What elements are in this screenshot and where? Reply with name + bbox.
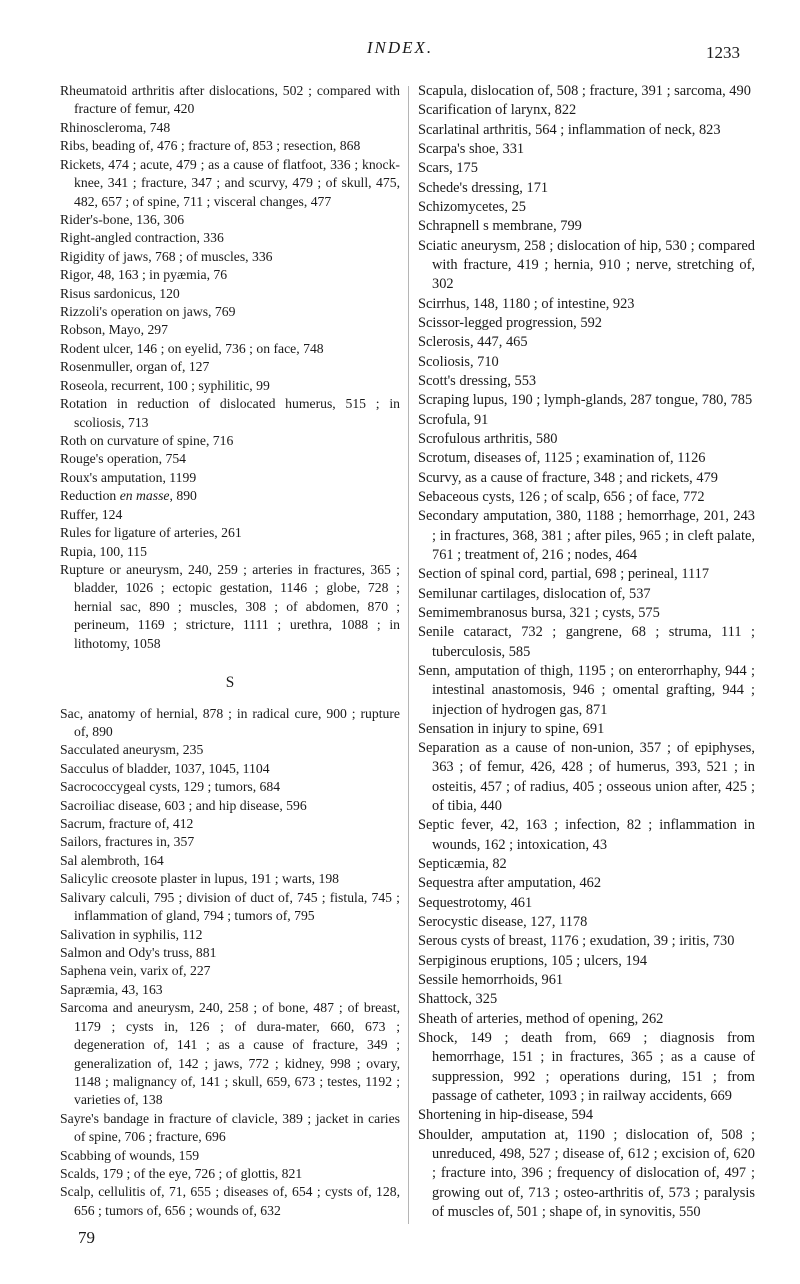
italic-phrase: en masse <box>119 488 170 504</box>
page-number: 1233 <box>706 43 740 62</box>
index-entry: Scalds, 179 ; of the eye, 726 ; of glottis, 821 <box>60 1166 303 1182</box>
index-entry: Scarlatinal arthritis, 564 ; inflammation of neck, 823 <box>418 121 721 138</box>
index-entry: Sequestrotomy, 461 <box>418 894 533 911</box>
index-entry: Rickets, 474 ; acute, 479 ; as a cause of flatfoot, 336 ; knock-knee, 341 ; fracture, 347 ; and scurvy, 479 ; of skull, 475, 482, 657 ; of spine, 711 ; visceral changes, 477 <box>60 156 400 209</box>
index-entry: Schizomycetes, 25 <box>418 198 526 215</box>
index-entry: Roth on curvature of spine, 716 <box>60 433 234 449</box>
index-entry: Scoliosis, 710 <box>418 353 499 370</box>
index-entry: Ruffer, 124 <box>60 506 123 522</box>
index-entry: Sciatic aneurysm, 258 ; dislocation of hip, 530 ; compared with fracture, 419 ; hernia, 910 ; nerve, stretching of, 302 <box>418 237 755 293</box>
index-entry: Septicæmia, 82 <box>418 856 507 873</box>
index-entry: Saphena vein, varix of, 227 <box>60 963 211 979</box>
index-entry: Sarcoma and aneurysm, 240, 258 ; of bone, 487 ; of breast, 1179 ; cysts in, 126 ; of dura-mater, 660, 673 ; degeneration of, 141 ; as a cause of fracture, 349 ; generalization of, 142 ; jaws, 772 ; kidney, 998 ; ovary, 1148 ; malignancy of, 141 ; skull, 659, 673 ; testes, 1192 ; varieties of, 138 <box>60 1000 400 1108</box>
index-entry: Scraping lupus, 190 ; lymph-glands, 287 tongue, 780, 785 <box>418 392 753 409</box>
index-entry: Scarpa's shoe, 331 <box>418 140 525 157</box>
index-entry: Scrotum, diseases of, 1125 ; examination of, 1126 <box>418 450 706 467</box>
index-entry: Rosenmuller, organ of, 127 <box>60 359 210 375</box>
index-entry: Sacculated aneurysm, 235 <box>60 742 204 758</box>
index-entry: Sal alembroth, 164 <box>60 852 164 868</box>
index-entry: Sacculus of bladder, 1037, 1045, 1104 <box>60 760 270 776</box>
index-entry: Shattock, 325 <box>418 991 498 1008</box>
index-entry: Semilunar cartilages, dislocation of, 537 <box>418 585 651 602</box>
right-entries <box>418 82 755 1222</box>
index-entry: Ribs, beading of, 476 ; fracture of, 853 ; resection, 868 <box>60 138 361 154</box>
index-entry: Scirrhus, 148, 1180 ; of intestine, 923 <box>418 295 635 312</box>
index-entry: Scrofula, 91 <box>418 411 489 428</box>
index-entry: Rotation in reduction of dislocated humerus, 515 ; in scoliosis, 713 <box>60 396 400 430</box>
index-entry: Sessile hemorrhoids, 961 <box>418 972 564 989</box>
index-entry: Scarification of larynx, 822 <box>418 102 577 119</box>
index-entry: Scabbing of wounds, 159 <box>60 1147 200 1163</box>
index-entry: Risus sardonicus, 120 <box>60 285 180 301</box>
index-entry: Sacrum, fracture of, 412 <box>60 816 194 832</box>
index-entry: Salivary calculi, 795 ; division of duct of, 745 ; fistula, 745 ; inflammation of gland, 794 ; tumors of, 795 <box>60 889 400 924</box>
index-entry: Scars, 175 <box>418 160 478 177</box>
index-entry: Shoulder, amputation at, 1190 ; dislocation of, 508 ; unreduced, 498, 527 ; disease of, 612 ; excision of, 620 ; fracture into, 396 ; frequency of dislocation of, 497 ; growing out of, 713 ; osteo-arthritis of, 573 ; paralysis of muscles of, 501 ; shape of, in synovitis, 550 <box>418 1126 755 1221</box>
index-entry: Serocystic disease, 127, 1178 <box>418 914 588 931</box>
index-entry: Rigor, 48, 163 ; in pyæmia, 76 <box>60 267 228 283</box>
index-entry: Roseola, recurrent, 100 ; syphilitic, 99 <box>60 377 270 393</box>
index-entry: Salmon and Ody's truss, 881 <box>60 944 217 960</box>
index-entry: Rigidity of jaws, 768 ; of muscles, 336 <box>60 248 273 264</box>
left-column <box>60 82 400 1220</box>
index-entry: Secondary amputation, 380, 1188 ; hemorrhage, 201, 243 ; in fractures, 368, 381 ; after piles, 965 ; in cleft palate, 761 ; treatment of, 216 ; nodes, 464 <box>418 508 755 563</box>
index-entry: Rhinoscleroma, 748 <box>60 119 171 135</box>
index-entry: Reduction en masse, 890 <box>60 488 197 504</box>
index-entry: Scapula, dislocation of, 508 ; fracture, 391 ; sarcoma, 490 <box>418 83 751 99</box>
index-entry: Sapræmia, 43, 163 <box>60 981 163 997</box>
column-divider <box>408 86 409 1224</box>
signature-mark: 79 <box>78 1228 95 1247</box>
section-letter-heading: S <box>225 674 235 692</box>
index-entry: Roux's amputation, 1199 <box>60 469 197 485</box>
index-entry: Separation as a cause of non-union, 357 ; of epiphyses, 363 ; of femur, 426, 428 ; of humerus, 393, 521 ; in osteitis, 457 ; of radius, 405 ; osseous union after, 425 ; of tibia, 440 <box>418 740 755 815</box>
index-entry: Septic fever, 42, 163 ; infection, 82 ; inflammation in wounds, 162 ; intoxication, 43 <box>418 817 755 853</box>
index-entry: Schrapnell s membrane, 799 <box>418 218 582 235</box>
index-entry: Section of spinal cord, partial, 698 ; perineal, 1117 <box>418 566 710 583</box>
index-entry: Sheath of arteries, method of opening, 262 <box>418 1010 664 1027</box>
index-entry: Sayre's bandage in fracture of clavicle, 389 ; jacket in caries of spine, 706 ; fracture, 696 <box>60 1110 400 1145</box>
index-entry: Sacrococcygeal cysts, 129 ; tumors, 684 <box>60 779 281 795</box>
index-entry: Rodent ulcer, 146 ; on eyelid, 736 ; on face, 748 <box>60 340 324 356</box>
index-entry: Shortening in hip-disease, 594 <box>418 1107 594 1124</box>
index-entry: Rules for ligature of arteries, 261 <box>60 525 242 541</box>
index-entry: Sailors, fractures in, 357 <box>60 834 195 850</box>
index-entry: Rizzoli's operation on jaws, 769 <box>60 304 236 320</box>
left-entries-after <box>60 705 400 1221</box>
index-entry: Scurvy, as a cause of fracture, 348 ; and rickets, 479 <box>418 469 718 486</box>
index-entry: Sacroiliac disease, 603 ; and hip disease, 596 <box>60 797 307 813</box>
index-entry: Salicylic creosote plaster in lupus, 191 ; warts, 198 <box>60 871 340 887</box>
index-entry: Serous cysts of breast, 1176 ; exudation, 39 ; iritis, 730 <box>418 933 735 950</box>
index-entry: Right-angled contraction, 336 <box>60 230 224 246</box>
index-entry: Rouge's operation, 754 <box>60 451 187 467</box>
index-entry: Scalp, cellulitis of, 71, 655 ; diseases of, 654 ; cysts of, 128, 656 ; tumors of, 656 ; wounds of, 632 <box>60 1184 400 1218</box>
index-entry: Sclerosis, 447, 465 <box>418 334 528 351</box>
index-entry: Rider's-bone, 136, 306 <box>60 211 185 227</box>
index-entry: Robson, Mayo, 297 <box>60 322 168 338</box>
running-header-title: INDEX. <box>366 38 434 57</box>
index-entry: Sensation in injury to spine, 691 <box>418 720 605 737</box>
index-entry: Salivation in syphilis, 112 <box>60 926 203 942</box>
index-entry: Scissor-legged progression, 592 <box>418 314 602 331</box>
index-entry: Scott's dressing, 553 <box>418 372 537 389</box>
index-entry: Sebaceous cysts, 126 ; of scalp, 656 ; of face, 772 <box>418 488 705 505</box>
index-entry: Sequestra after amputation, 462 <box>418 875 602 892</box>
index-entry: Serpiginous eruptions, 105 ; ulcers, 194 <box>418 952 648 969</box>
index-entry: Semimembranosus bursa, 321 ; cysts, 575 <box>418 604 660 621</box>
index-entry: Sac, anatomy of hernial, 878 ; in radical cure, 900 ; rupture of, 890 <box>60 705 400 739</box>
index-entry: Rupia, 100, 115 <box>60 543 147 559</box>
index-entry: Senn, amputation of thigh, 1195 ; on enterorrhaphy, 944 ; intestinal anastomosis, 946 ; omental grafting, 944 ; injection of hydrogen gas, 871 <box>418 662 755 718</box>
index-entry: Schede's dressing, 171 <box>418 179 549 196</box>
index-entry: Rupture or aneurysm, 240, 259 ; arteries in fractures, 365 ; bladder, 1026 ; ectopic gestation, 1146 ; globe, 728 ; hernial sac, 890 ; muscles, 308 ; of abdomen, 870 ; perineum, 1169 ; stricture, 1111 ; urethra, 1088 ; in lithotomy, 1058 <box>60 561 400 651</box>
index-entry: Senile cataract, 732 ; gangrene, 68 ; struma, 111 ; tuberculosis, 585 <box>418 624 755 660</box>
index-entry: Scrofulous arthritis, 580 <box>418 430 558 447</box>
index-entry: Shock, 149 ; death from, 669 ; diagnosis from hemorrhage, 151 ; in fractures, 365 ; as a cause of suppression, 992 ; operations during, 151 ; from passage of catheter, 1093 ; in railway accidents, 669 <box>418 1030 755 1105</box>
left-entries-before <box>60 82 400 653</box>
index-entry: Rheumatoid arthritis after dislocations, 502 ; compared with fracture of femur, 420 <box>60 83 400 117</box>
right-column <box>418 82 755 1222</box>
